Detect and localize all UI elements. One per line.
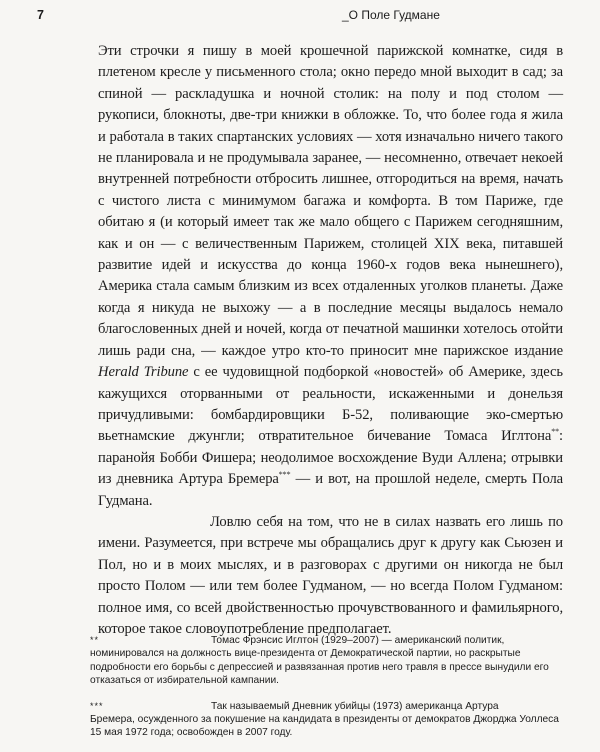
- paragraph-1: [98, 41, 563, 512]
- footnote-2-marker: ***: [90, 700, 104, 711]
- footnote-2-lead: Так называемый Дневник убийцы (1973) американца Артура: [211, 700, 499, 712]
- paragraph-1-part-d: — и вот, на прошлой неделе, смерть Пола Гудмана.: [98, 471, 564, 509]
- paragraph-1-part-b: с ее чудовищной подборкой «новостей» об Америке, здесь кажущихся оторванными от реальности, искаженными и донельзя причудливыми: бомбардировщики Б-52, поливающие эко-смертью вьетнамские джунгли; отвратительное бичевание Томаса Иглтона: [98, 364, 563, 445]
- paragraph-1-part-a: Эти строчки я пишу в моей крошечной парижской комнатке, сидя в плетеном кресле у письменного стола; окно передо мной выходит в сад; за спиной — раскладушка и ночной столик: на полу и под столом — рукописи, блокноты, две-три книжки в обложке. То, что более года я жила и работала в таких спартанских условиях — хотя изначально ничего такого не планировала и не продумывала заранее, — несомненно, отвечает некоей внутренней потребности отбросить лишнее, отгородиться на время, начать с чистого листа с минимумом багажа и комфорта. В том Париже, где обитаю я (и который имеет так же мало общего с Парижем сегодняшним, как и он — с величественным Парижем, столицей XIX века, питавшей развитие идей и искусства до конца 1960-х годов века нынешнего), Америка стала самым близким из всех отдаленных уголков планеты. Даже когда я никуда не выхожу — а в последние месяцы выдалось немало благословенных дней и ночей, когда от печатной машинки хотелось отойти лишь ради сна, — каждое утро кто-то приносит мне парижское издание: [98, 43, 563, 359]
- running-title: _О Поле Гудмане: [342, 8, 440, 22]
- footnote-2: [90, 700, 560, 740]
- footnote-ref-1: **: [551, 427, 560, 437]
- footnote-1: [90, 634, 560, 688]
- paragraph-2: Ловлю себя на том, что не в силах назвать его лишь по имени. Разумеется, при встрече мы обращались друг к другу как Сьюзен и Пол, но и в моих мыслях, и в разговорах с другими он никогда не был просто Полом — или тем более Гудманом, — но всегда Полом Гудманом: полное имя, со всей двойственностью прочувствованного и фамильярного, которое такое словоупотребление предполагает.: [98, 513, 563, 637]
- page-header: [37, 8, 560, 26]
- footnote-1-lead: Томас Фрэнсис Иглтон (1929–2007) — американский политик,: [211, 635, 505, 646]
- main-text: [98, 41, 563, 640]
- footnote-2-rest: Бремера, осужденного за покушение на кандидата в президенты от демократов Джорджа Уоллеса 15 мая 1972 года; освобожден в 2007 году.: [90, 714, 559, 739]
- footnote-1-rest: номинировался на должность вице-президента от Демократической партии, но раскрытые подробности его борьбы с депрессией и развязанная против него травля в прессе вынудили его отказаться от избирательной кампании.: [90, 648, 549, 687]
- footnote-1-marker: **: [90, 635, 100, 645]
- paragraph-1-part-c: : паранойя Бобби Фишера; неодолимое восхождение Вуди Аллена; отрывки из дневника Артура Бремера: [98, 428, 563, 488]
- footnotes: [90, 634, 560, 752]
- newspaper-title: Herald Tribune: [98, 364, 189, 381]
- footnote-ref-2: ***: [278, 470, 291, 480]
- page-number: 7: [37, 8, 44, 22]
